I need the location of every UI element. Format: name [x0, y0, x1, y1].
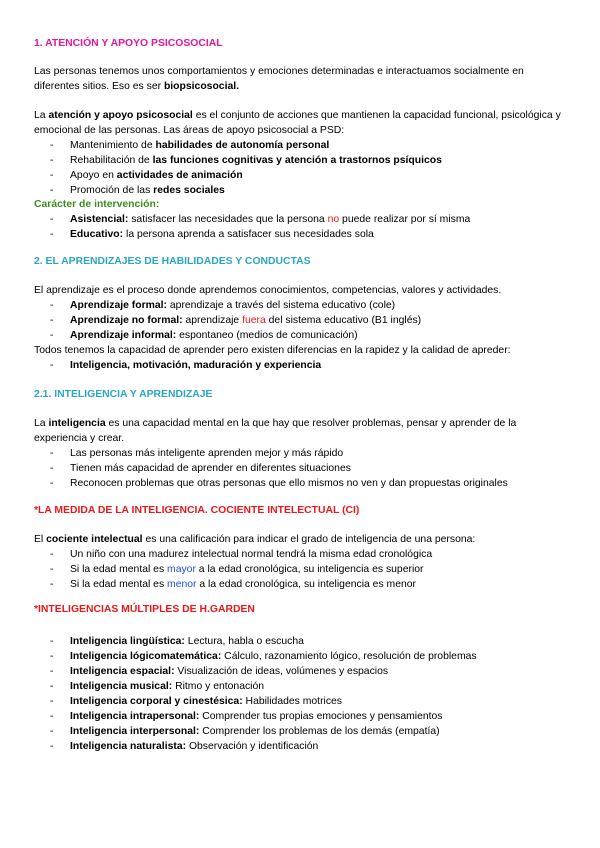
- text: del sistema educativo (B1 inglés): [265, 315, 422, 326]
- highlight-text: mayor: [167, 564, 196, 575]
- text: Lectura, habla o escucha: [184, 636, 304, 647]
- bold-text: Aprendizaje formal:: [70, 300, 167, 311]
- text: Reconocen problemas que otras personas que ello mismos no ven y dan propuestas originales: [70, 478, 508, 489]
- aprendizaje-list: [34, 298, 570, 343]
- caracter-heading: Carácter de intervención:: [34, 199, 160, 210]
- text: Las personas más inteligente aprenden mejor y más rápido: [70, 448, 344, 459]
- list-item: - Aprendizaje formal: aprendizaje a través del sistema educativo (cole): [50, 300, 396, 311]
- term-biopsicosocial: biopsicosocial.: [163, 81, 240, 92]
- text: es una capacidad mental en la que hay que resolver problemas, pensar y aprender de la experiencia y crear.: [34, 418, 517, 444]
- bold-text: las funciones cognitivas y atención a trastornos psíquicos: [152, 155, 442, 166]
- section-2-1-paragraph: [34, 416, 564, 446]
- term-inteligencia: inteligencia: [48, 418, 106, 429]
- list-item: - Inteligencia lógicomatemática: Cálculo, razonamiento lógico, resolución de problemas: [50, 651, 477, 662]
- text: Un niño con una madurez intelectual normal tendrá la misma edad cronológica: [70, 549, 433, 560]
- list-item: - Asistencial: satisfacer las necesidades que la persona no puede realizar por sí misma: [50, 214, 471, 225]
- highlight-text: no: [327, 214, 340, 225]
- section-1-title: 1. ATENCIÓN Y APOYO PSICOSOCIAL: [34, 38, 223, 49]
- areas-list: [34, 138, 570, 198]
- text: aprendizaje a través del sistema educativo (cole): [167, 300, 396, 311]
- list-item: - Apoyo en actividades de animación: [50, 170, 243, 181]
- bold-text: Inteligencia intrapersonal:: [70, 711, 200, 722]
- bold-text: Inteligencia espacial:: [70, 666, 175, 677]
- list-item: - Inteligencia intrapersonal: Comprender tus propias emociones y pensamientos: [50, 711, 443, 722]
- section-2-title: 2. EL APRENDIZAJES DE HABILIDADES Y CONDUCTAS: [34, 256, 311, 267]
- bold-text: Inteligencia naturalista:: [70, 741, 187, 752]
- section-1-paragraph-1: [34, 64, 564, 94]
- section-multiples-title: *INTELIGENCIAS MÚLTIPLES DE H.GARDEN: [34, 604, 255, 615]
- list-item: - Si la edad mental es menor a la edad cronológica, su inteligencia es menor: [50, 579, 416, 590]
- list-item: - Inteligencia interpersonal: Comprender los problemas de los demás (empatía): [50, 726, 440, 737]
- list-item: - Tienen más capacidad de aprender en diferentes situaciones: [50, 463, 351, 474]
- list-item: - Inteligencia, motivación, maduración y experiencia: [50, 360, 322, 371]
- bold-text: Inteligencia lingüística:: [70, 636, 185, 647]
- bold-text: Aprendizaje no formal:: [70, 315, 183, 326]
- bold-text: Inteligencia lógicomatemática:: [70, 651, 222, 662]
- text: Tienen más capacidad de aprender en diferentes situaciones: [70, 463, 351, 474]
- caracter-list: [34, 212, 570, 242]
- highlight-text: fuera: [242, 315, 266, 326]
- text: aprendizaje: [182, 315, 243, 326]
- text: Comprender los problemas de los demás (empatía): [199, 726, 440, 737]
- list-item: - Promoción de las redes sociales: [50, 185, 225, 196]
- text: Ritmo y entonación: [172, 681, 265, 692]
- term-cociente: cociente intelectual: [46, 534, 143, 545]
- text: Visualización de ideas, volúmenes y espacios: [174, 666, 389, 677]
- section-2-paragraph-2: Todos tenemos la capacidad de aprender pero existen diferencias en la rapidez y la calidad de apreder:: [34, 345, 511, 356]
- text: Si la edad mental es: [70, 564, 168, 575]
- bold-text: Educativo:: [70, 229, 124, 240]
- text: es el conjunto de acciones que mantienen la capacidad funcional, psicológica y emocional de las personas. Las áreas de apoyo psicosocial a PSD:: [34, 110, 561, 136]
- bold-text: Inteligencia musical:: [70, 681, 173, 692]
- list-item: - Inteligencia musical: Ritmo y entonación: [50, 681, 265, 692]
- list-item: - Inteligencia corporal y cinestésica: Habilidades motrices: [50, 696, 343, 707]
- ci-list: [34, 547, 570, 592]
- bold-text: redes sociales: [153, 185, 225, 196]
- highlight-text: menor: [167, 579, 197, 590]
- text: La: [34, 418, 49, 429]
- text: Apoyo en: [70, 170, 117, 181]
- list-item: - Inteligencia lingüística: Lectura, habla o escucha: [50, 636, 304, 647]
- bold-text: Inteligencia, motivación, maduración y experiencia: [70, 360, 322, 371]
- term-atencion: atención y apoyo psicosocial: [48, 110, 193, 121]
- list-item: - Reconocen problemas que otras personas que ello mismos no ven y dan propuestas originales: [50, 478, 508, 489]
- text: Promoción de las: [70, 185, 154, 196]
- section-ci-paragraph: [34, 532, 475, 547]
- text: Rehabilitación de: [70, 155, 153, 166]
- section-2-paragraph-1: El aprendizaje es el proceso donde aprendemos conocimientos, competencias, valores y actividades.: [34, 285, 502, 296]
- multiples-list: [34, 634, 570, 754]
- text: Si la edad mental es: [70, 579, 168, 590]
- bold-text: Aprendizaje informal:: [70, 330, 177, 341]
- bold-text: actividades de animación: [116, 170, 243, 181]
- text: Habilidades motrices: [242, 696, 343, 707]
- list-item: - Inteligencia espacial: Visualización de ideas, volúmenes y espacios: [50, 666, 389, 677]
- factores-list: [34, 358, 570, 373]
- list-item: - Rehabilitación de las funciones cognitivas y atención a trastornos psíquicos: [50, 155, 442, 166]
- inteligencia-list: [34, 446, 570, 491]
- text: es una calificación para indicar el grado de inteligencia de una persona:: [142, 534, 476, 545]
- text: puede realizar por sí misma: [339, 214, 471, 225]
- text: la persona aprenda a satisfacer sus necesidades sola: [123, 229, 374, 240]
- section-2-1-title: 2.1. INTELIGENCIA Y APRENDIZAJE: [34, 389, 213, 400]
- list-item: - Educativo: la persona aprenda a satisfacer sus necesidades sola: [50, 229, 374, 240]
- text: Observación y identificación: [186, 741, 319, 752]
- bold-text: Inteligencia interpersonal:: [70, 726, 200, 737]
- text: El: [34, 534, 47, 545]
- list-item: - Aprendizaje no formal: aprendizaje fuera del sistema educativo (B1 inglés): [50, 315, 422, 326]
- text: La: [34, 110, 49, 121]
- list-item: - Mantenimiento de habilidades de autonomía personal: [50, 140, 330, 151]
- section-1-paragraph-2: [34, 108, 564, 138]
- text: satisfacer las necesidades que la persona: [128, 214, 328, 225]
- list-item: - Si la edad mental es mayor a la edad cronológica, su inteligencia es superior: [50, 564, 424, 575]
- text: espontaneo (medios de comunicación): [176, 330, 358, 341]
- section-ci-title: *LA MEDIDA DE LA INTELIGENCIA. COCIENTE INTELECTUAL (CI): [34, 505, 360, 516]
- list-item: - Las personas más inteligente aprenden mejor y más rápido: [50, 448, 344, 459]
- text: Comprender tus propias emociones y pensamientos: [199, 711, 443, 722]
- bold-text: habilidades de autonomía personal: [155, 140, 330, 151]
- bold-text: Inteligencia corporal y cinestésica:: [70, 696, 243, 707]
- text: Las personas tenemos unos comportamientos y emociones determinadas e interactuamos socialmente en diferentes sitios. Eso es ser: [34, 66, 524, 92]
- list-item: - Un niño con una madurez intelectual normal tendrá la misma edad cronológica: [50, 549, 433, 560]
- bold-text: Asistencial:: [70, 214, 129, 225]
- list-item: - Aprendizaje informal: espontaneo (medios de comunicación): [50, 330, 358, 341]
- list-item: - Inteligencia naturalista: Observación y identificación: [50, 741, 319, 752]
- text: Cálculo, razonamiento lógico, resolución de problemas: [221, 651, 477, 662]
- text: Mantenimiento de: [70, 140, 156, 151]
- text: a la edad cronológica, su inteligencia es menor: [196, 579, 416, 590]
- text: a la edad cronológica, su inteligencia es superior: [195, 564, 424, 575]
